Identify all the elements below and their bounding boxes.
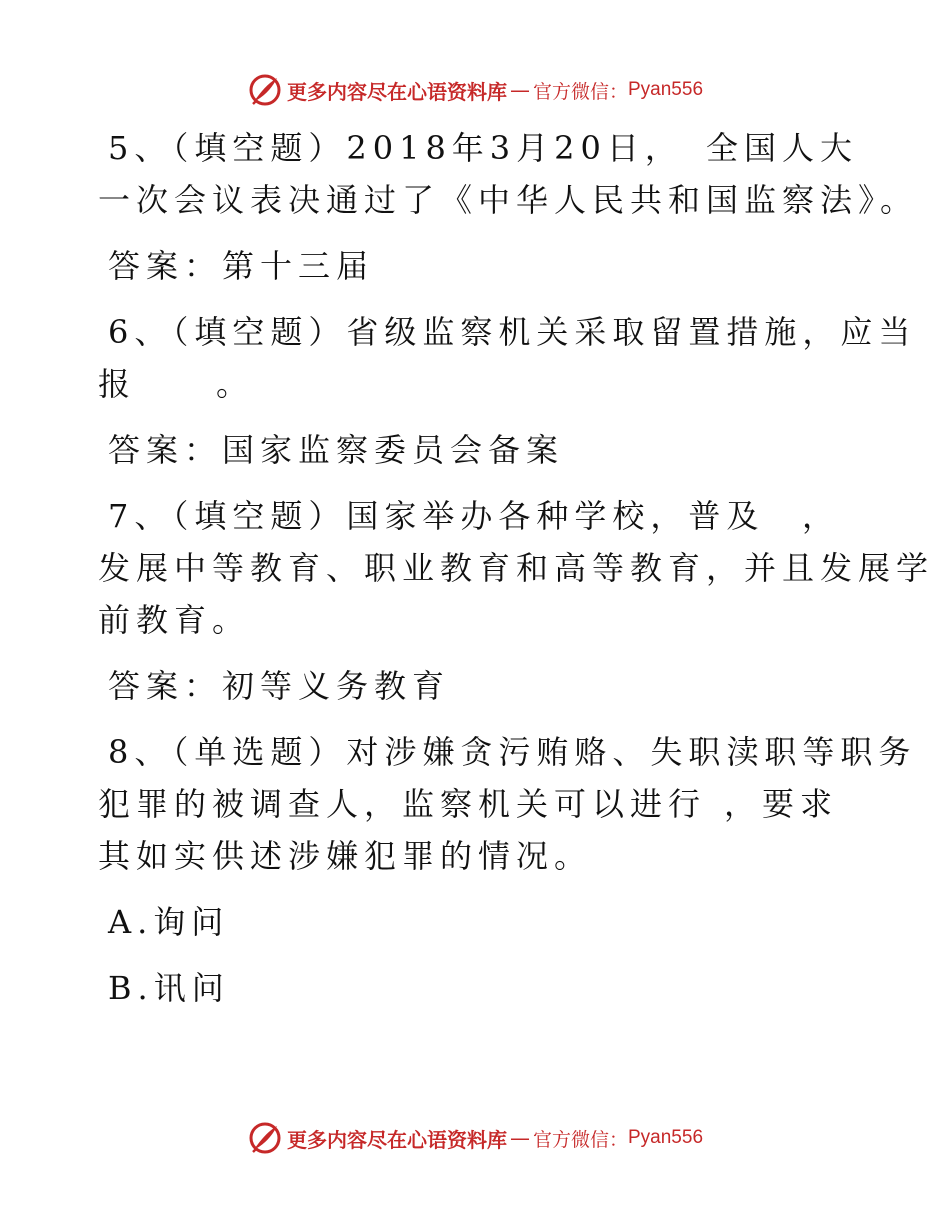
feather-quill-logo-icon: [247, 72, 283, 108]
brand-text: 更多内容尽在心语资料库: [286, 1127, 507, 1152]
question-5-line-1: [98, 122, 859, 174]
question-6-line-2: [98, 358, 854, 410]
option-b: B.讯问: [108, 969, 230, 1007]
answer-7: 答案：初等义务教育: [108, 667, 451, 705]
wechat-id: Pyan556: [628, 1127, 704, 1148]
wechat-id: Pyan556: [628, 79, 704, 100]
option-a: A.询问: [108, 903, 230, 941]
wechat-label: 官方微信：: [532, 80, 628, 103]
question-6-text: 报: [98, 365, 137, 403]
question-7-text: 7、（填空题）国家举办各种学校，普及: [108, 497, 765, 535]
question-8-text: 犯罪的被调查人，监察机关可以进行: [98, 785, 707, 823]
question-8-line-1: 8、（单选题）对涉嫌贪污贿赂、失职渎职等职务: [108, 733, 917, 771]
feather-quill-logo-icon: [247, 1120, 283, 1156]
question-7-tail: ，: [802, 497, 841, 535]
question-8-line-2: [98, 778, 854, 830]
banner-separator: —: [509, 1126, 530, 1150]
question-6-line-1: 6、（填空题）省级监察机关采取留置措施，应当: [108, 313, 917, 351]
question-8-tail: ，要求: [724, 785, 839, 823]
answer-6: 答案：国家监察委员会备案: [108, 431, 565, 469]
footer-banner: [0, 1118, 950, 1158]
question-8-line-3: 其如实供述涉嫌犯罪的情况。: [98, 837, 593, 875]
question-5-line-2: 一次会议表决通过了《中华人民共和国监察法》。: [98, 181, 919, 219]
question-7-line-3: 前教育。: [98, 601, 251, 639]
answer-5: 答案：第十三届: [108, 247, 375, 285]
question-5-tail: 全国人大: [706, 129, 859, 167]
header-banner: [0, 70, 950, 110]
question-7-line-2: 发展中等教育、职业教育和高等教育，并且发展学: [98, 549, 935, 587]
wechat-label: 官方微信：: [532, 1128, 628, 1151]
question-7-line-1: [98, 490, 854, 542]
question-5-text: 5、（填空题）2018年3月20日，: [108, 129, 683, 167]
banner-separator: —: [509, 78, 530, 102]
question-6-tail: 。: [216, 365, 255, 403]
brand-text: 更多内容尽在心语资料库: [286, 79, 507, 104]
document-body: [98, 122, 935, 1014]
